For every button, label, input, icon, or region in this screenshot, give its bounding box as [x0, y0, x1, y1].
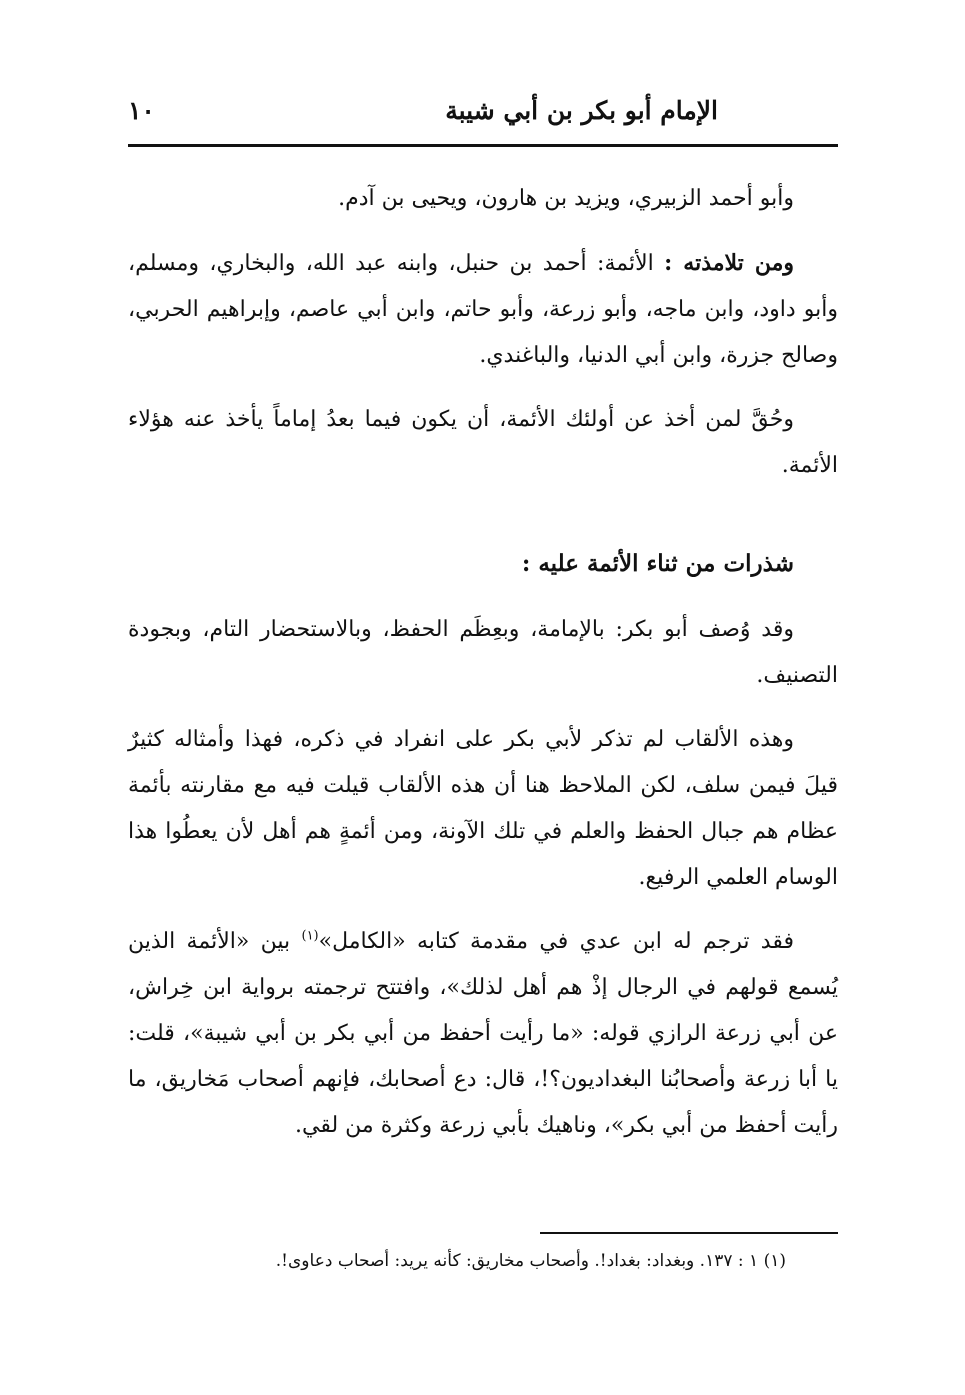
running-title: الإمام أبو بكر بن أبي شيبة [445, 96, 718, 125]
footnote-rule [540, 1232, 838, 1234]
ibn-adi-text-1: فقد ترجم له ابن عدي في مقدمة كتابه «الكامل» [318, 929, 794, 954]
students-lead: ومن تلامذته : [664, 250, 794, 276]
page-header [128, 92, 838, 140]
paragraph-ibn-adi [128, 919, 838, 1149]
page-number: ١٠ [128, 96, 155, 125]
section-heading: شذرات من ثناء الأئمة عليه : [521, 550, 794, 577]
paragraph-titles: وقد وُصف أبو بكر: بالإمامة، وبعِظَم الحفظ، وبالاستحضار التام، وبجودة التصنيف. [128, 617, 838, 688]
paragraph-comparison: وهذه الألقاب لم تذكر لأبي بكر على انفراد في ذكره، فهذا وأمثاله كثيرٌ قيلَ فيمن سلف، لكن الملاحظ هنا أن هذه الألقاب قيلت فيه مع مقارنته بأئمة عظام هم جبال الحفظ والعلم في تلك الآونة، ومن أئمةٍ هم أهل لأن يعطُوا هذا الوسام العلمي الرفيع. [128, 727, 838, 890]
paragraph-imamate: وحُقَّ لمن أخذ عن أولئك الأئمة، أن يكون فيما بعدُ إماماً يأخذ عنه هؤلاء الأئمة. [128, 407, 838, 478]
paragraph-teachers-end: وأبو أحمد الزبيري، ويزيد بن هارون، ويحيى بن آدم. [338, 186, 794, 211]
header-rule [128, 144, 838, 147]
footnote-reference[interactable]: (١) [301, 928, 319, 944]
main-text [128, 176, 838, 1167]
ibn-adi-text-2: بين «الأئمة الذين يُسمع قولهم في الرجال إذْ هم أهل لذلك»، وافتتح ترجمته برواية ابن خِراش، عن أبي زرعة الرازي قوله: «ما رأيت أحفظ من أبي بكر بن أبي شيبة»، قلت: يا أبا زرعة وأصحابُنا البغداديون؟!، قال: دع أصحابك، فإنهم أصحاب مَخاريق، ما رأيت أحفظ من أبي بكر»، وناهيك بأبي زرعة وكثرة من لقي. [128, 929, 838, 1138]
footnote: (١) ١ : ١٣٧. وبغداد: بغداد!. وأصحاب مخاريق: كأنه يريد: أصحاب دعاوى!. [275, 1251, 786, 1271]
students-text: الأئمة: أحمد بن حنبل، وابنه عبد الله، والبخاري، ومسلم، وأبو داود، وابن ماجه، وأبو زرعة، وأبو حاتم، وابن أبي عاصم، وإبراهيم الحربي، وصالح جزرة، وابن أبي الدنيا، والباغندي. [128, 251, 838, 368]
paragraph-students [128, 240, 838, 379]
